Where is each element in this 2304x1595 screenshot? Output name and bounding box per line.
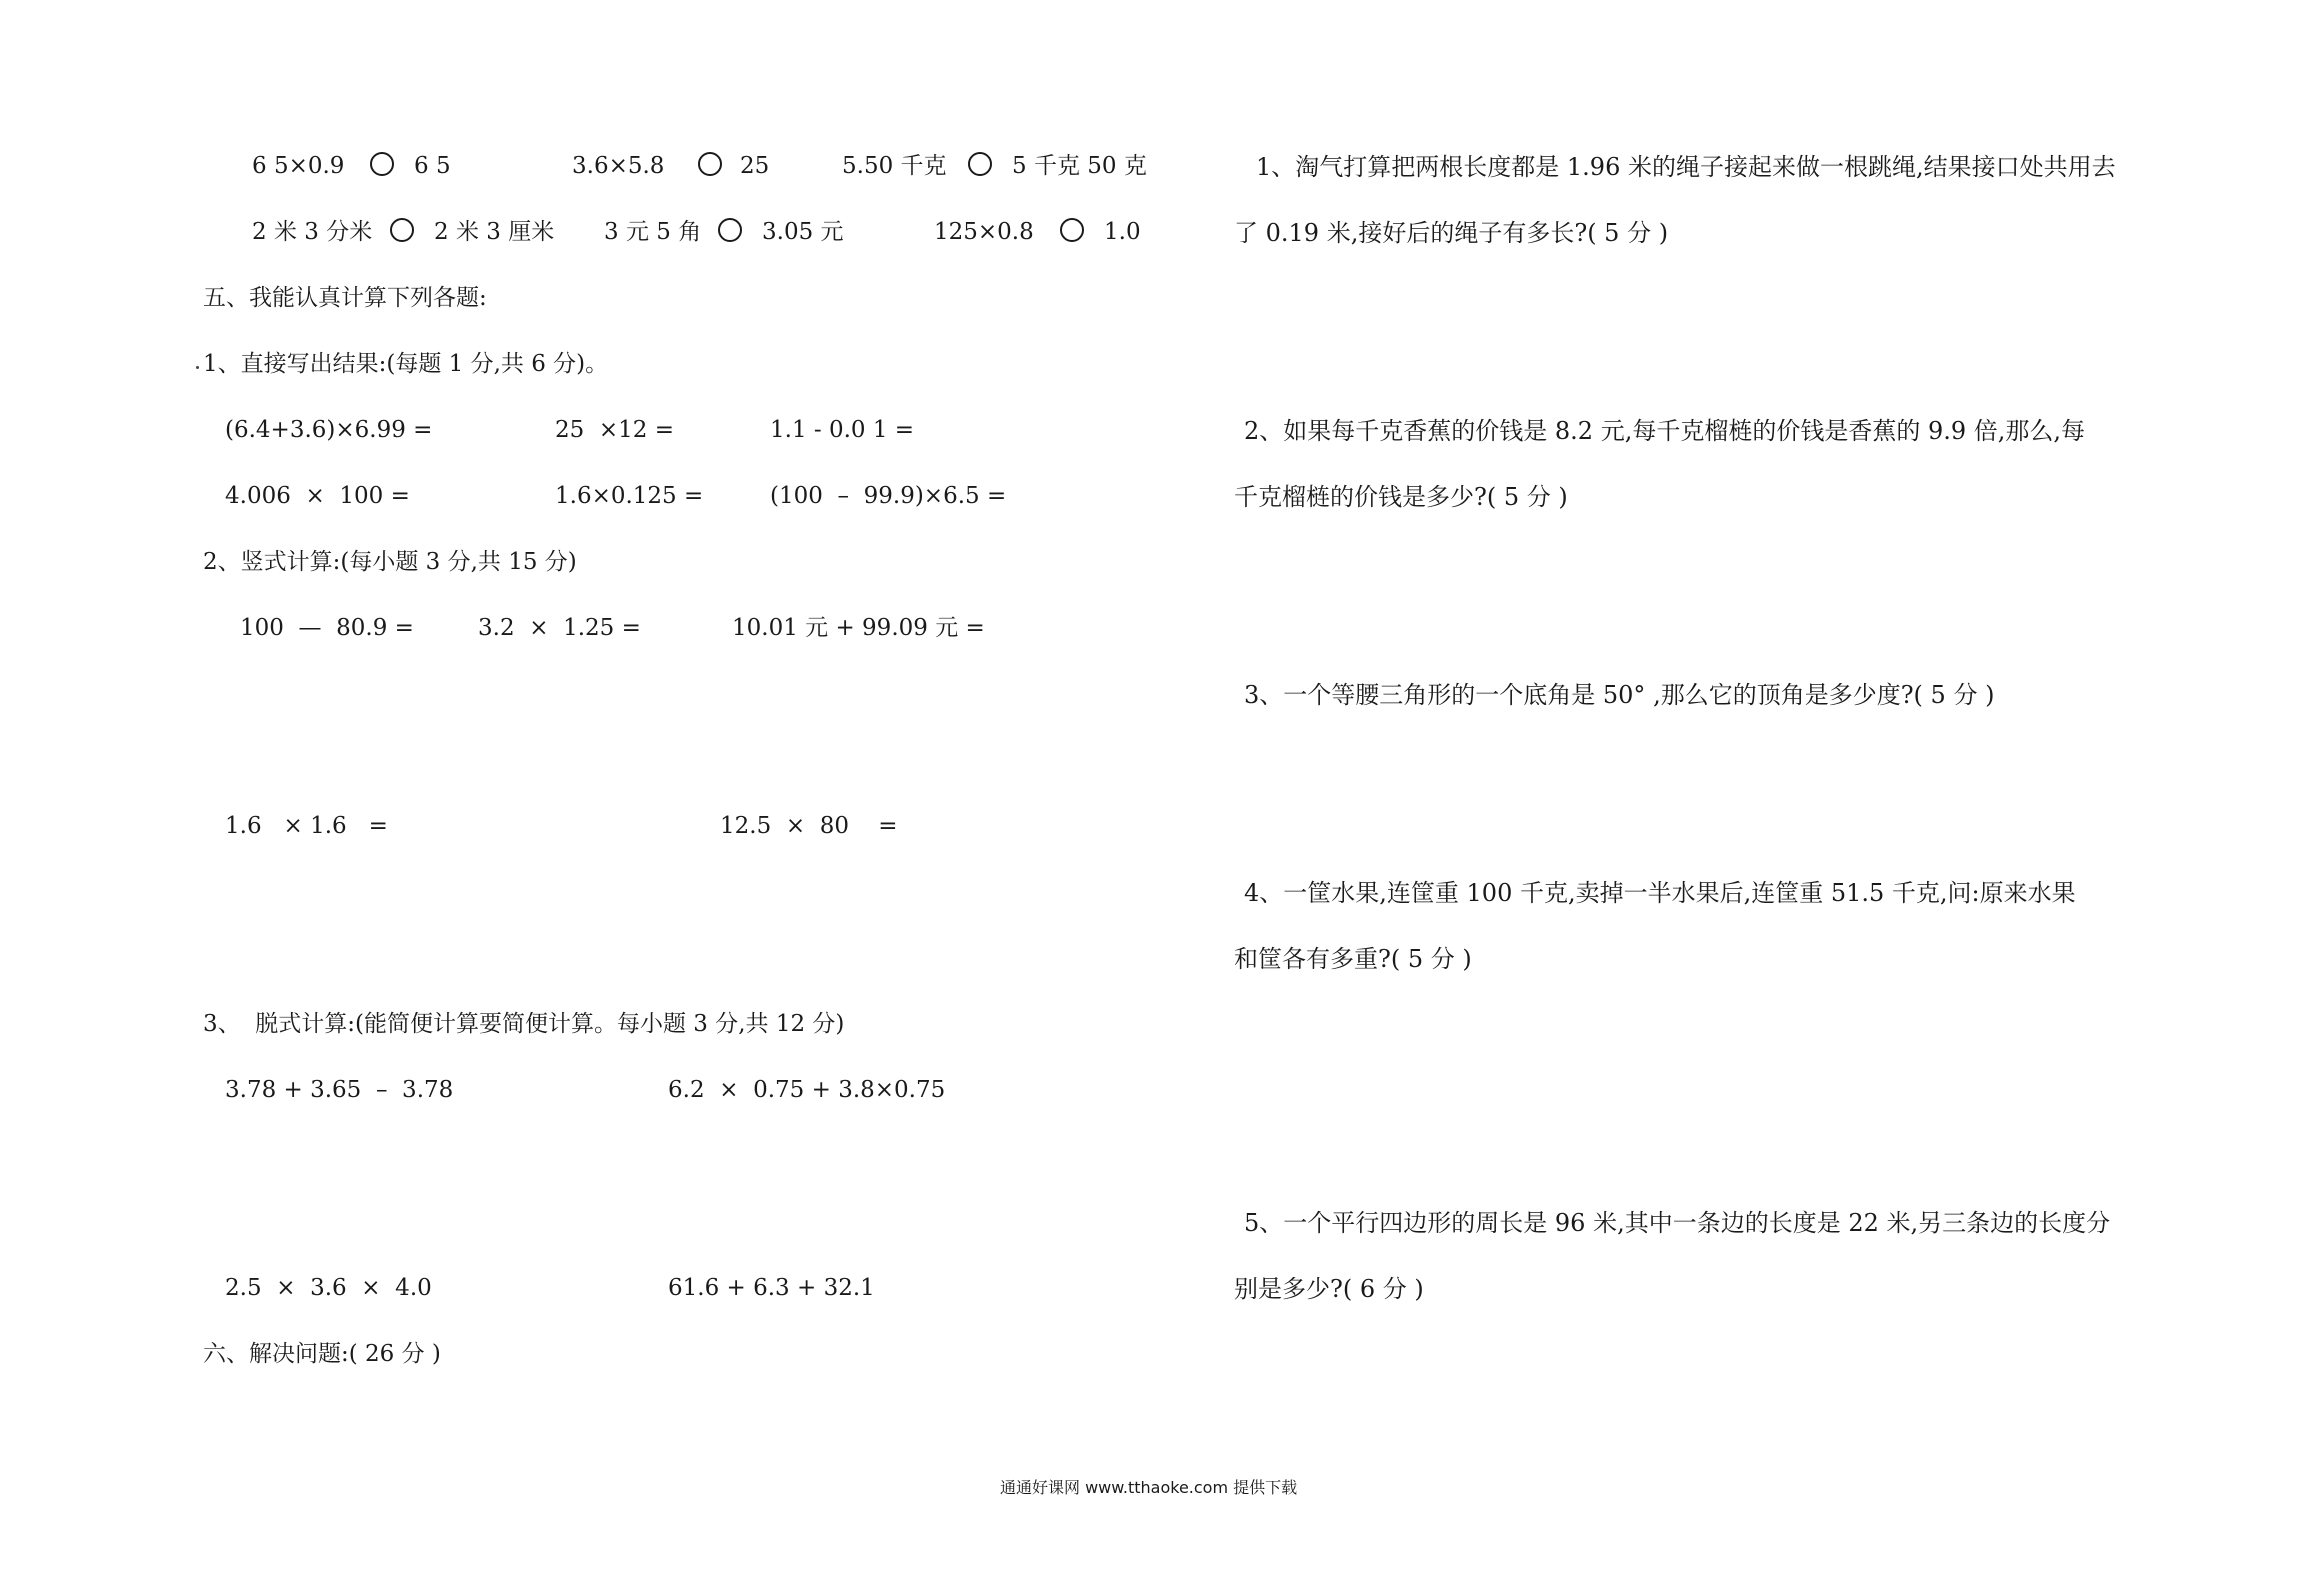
- footer-credit: 通通好课网 www.tthaoke.com 提供下载: [1000, 1478, 1298, 1497]
- problem-2-line1: 2、如果每千克香蕉的价钱是 8.2 元,每千克榴梿的价钱是香蕉的 9.9 倍,那么,每: [1244, 417, 2086, 445]
- q3-item: 61.6 + 6.3 + 32.1: [668, 1275, 875, 1301]
- q1-item: 1.1 - 0.0 1 =: [770, 417, 915, 443]
- compare-r2c1-right: 2 米 3 厘米: [434, 219, 555, 245]
- compare-circle[interactable]: [390, 218, 414, 242]
- q2-title: 2、竖式计算:(每小题 3 分,共 15 分): [203, 549, 577, 575]
- compare-r2c1-left: 2 米 3 分米: [252, 219, 373, 245]
- compare-r2c3-left: 125×0.8: [934, 219, 1034, 245]
- q1-item: (100 – 99.9)×6.5 =: [770, 483, 1007, 509]
- q1-item: (6.4+3.6)×6.99 =: [225, 417, 433, 443]
- q3-item: 6.2 × 0.75 + 3.8×0.75: [668, 1077, 946, 1103]
- q2-item: 12.5 × 80 =: [720, 813, 898, 839]
- q1-item: 1.6×0.125 =: [555, 483, 704, 509]
- q3-title: 3、 脱式计算:(能简便计算要简便计算。每小题 3 分,共 12 分): [203, 1011, 845, 1037]
- compare-circle[interactable]: [370, 152, 394, 176]
- q2-item: 3.2 × 1.25 =: [478, 615, 641, 641]
- compare-r1c2-right: 25: [740, 153, 770, 179]
- section5-title: 五、我能认真计算下列各题:: [203, 285, 487, 311]
- q1-title: 1、直接写出结果:(每题 1 分,共 6 分)。: [203, 351, 609, 377]
- compare-circle[interactable]: [698, 152, 722, 176]
- compare-r2c2-right: 3.05 元: [762, 219, 844, 245]
- section6-title: 六、解决问题:( 26 分 ): [203, 1341, 441, 1367]
- q2-item: 10.01 元 + 99.09 元 =: [732, 615, 985, 641]
- problem-5-line1: 5、一个平行四边形的周长是 96 米,其中一条边的长度是 22 米,另三条边的长度分: [1244, 1209, 2111, 1237]
- problem-4-line1: 4、一筐水果,连筐重 100 千克,卖掉一半水果后,连筐重 51.5 千克,问:原来水果: [1244, 879, 2076, 907]
- q2-item: 1.6 × 1.6 =: [225, 813, 388, 839]
- q1-item: 4.006 × 100 =: [225, 483, 410, 509]
- problem-3-line1: 3、一个等腰三角形的一个底角是 50° ,那么它的顶角是多少度?( 5 分 ): [1244, 681, 1995, 709]
- compare-circle[interactable]: [1060, 218, 1084, 242]
- problem-2-line2: 千克榴梿的价钱是多少?( 5 分 ): [1234, 483, 1568, 511]
- compare-r1c2-left: 3.6×5.8: [572, 153, 665, 179]
- q3-item: 3.78 + 3.65 – 3.78: [225, 1077, 454, 1103]
- compare-circle[interactable]: [718, 218, 742, 242]
- q2-item: 100 — 80.9 =: [240, 615, 414, 641]
- compare-r2c2-left: 3 元 5 角: [604, 219, 702, 245]
- stray-dot: [196, 366, 199, 369]
- problem-4-line2: 和筐各有多重?( 5 分 ): [1234, 945, 1472, 973]
- q3-item: 2.5 × 3.6 × 4.0: [225, 1275, 432, 1301]
- compare-r1c3-left: 5.50 千克: [842, 153, 947, 179]
- compare-r1c3-right: 5 千克 50 克: [1012, 153, 1147, 179]
- compare-r2c3-right: 1.0: [1104, 219, 1141, 245]
- problem-1-line1: 1、淘气打算把两根长度都是 1.96 米的绳子接起来做一根跳绳,结果接口处共用去: [1256, 153, 2116, 181]
- compare-circle[interactable]: [968, 152, 992, 176]
- problem-1-line2: 了 0.19 米,接好后的绳子有多长?( 5 分 ): [1234, 219, 1669, 247]
- q1-item: 25 ×12 =: [555, 417, 675, 443]
- compare-r1c1-right: 6 5: [414, 153, 451, 179]
- compare-r1c1-left: 6 5×0.9: [252, 153, 345, 179]
- problem-5-line2: 别是多少?( 6 分 ): [1234, 1275, 1424, 1303]
